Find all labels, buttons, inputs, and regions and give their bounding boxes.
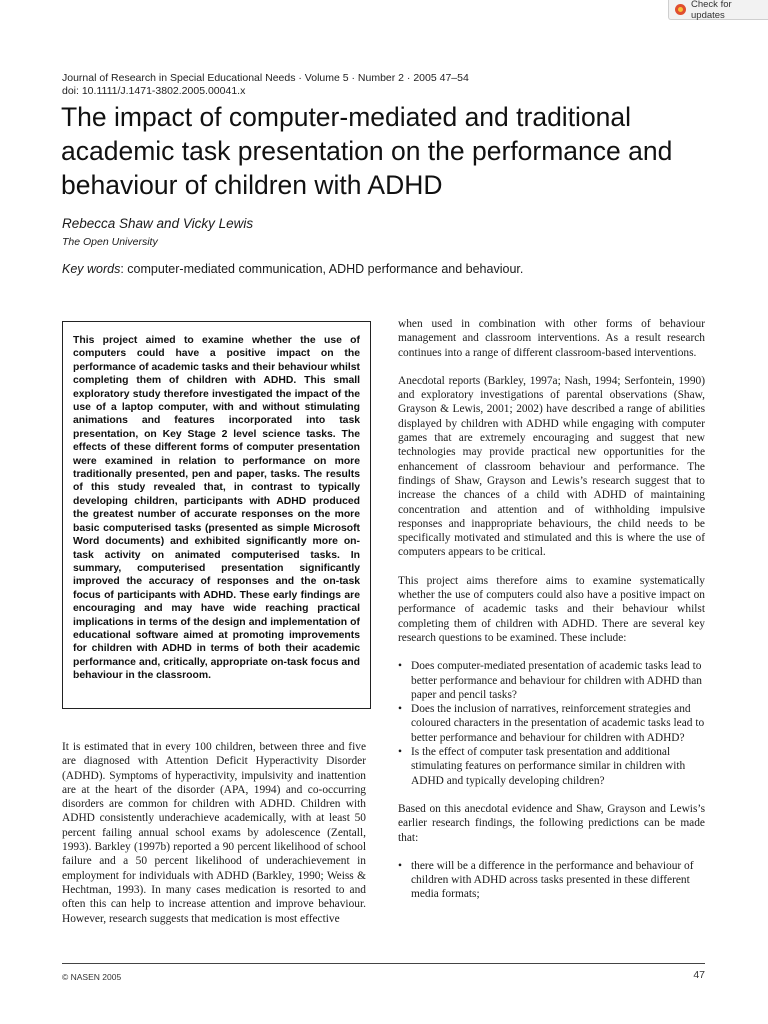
footer-divider	[62, 963, 705, 964]
left-column	[62, 740, 366, 940]
right-column	[398, 317, 705, 916]
crossmark-icon	[675, 4, 686, 15]
body-paragraph: when used in combination with other forms of behaviour management and classroom interventions. As a result research continues into a range of different classroom-based interventions.	[398, 318, 705, 359]
doi: doi: 10.1111/J.1471-3802.2005.00041.x	[62, 85, 246, 97]
list-item: • Does the inclusion of narratives, reinforcement strategies and coloured characters in the presentation of academic tasks lead to better performance and behaviour for children with ADHD?	[398, 702, 705, 745]
body-paragraph: Anecdotal reports (Barkley, 1997a; Nash, 1994; Serfontein, 1990) and exploratory investigations of parental observations (Shaw, Grayson & Lewis, 2001; 2002) have described a range of abilities displayed by children with ADHD while engaging with computer games that are extremely encouraging and suggest that new technologies may provide practical new opportunities for the enhancement of classroom behaviour and performance. The findings of Shaw, Grayson and Lewis’s research suggest that to increase the chances of a child with ADHD of maintaining concentration and attention and of withholding impulsive responses and inappropriate behaviours, the child needs to be specifically motivated and stimulated and this is where the use of computers appears to be critical.	[398, 374, 705, 559]
journal-header	[62, 72, 469, 98]
article-title: The impact of computer-mediated and traditional academic task presentation on the performance and behaviour of children with ADHD	[61, 102, 673, 200]
predictions-list	[398, 859, 705, 902]
keywords-text: : computer-mediated communication, ADHD performance and behaviour.	[120, 262, 524, 276]
copyright: © NASEN 2005	[62, 972, 122, 982]
abstract-text: This project aimed to examine whether the use of computers could have a positive impact on the performance of academic tasks and their behaviour whilst completing them of children with ADHD. This small exploratory study therefore investigated the impact of the use of a laptop computer, with and without stimulating animations and features incorporated into task presentation, on Key Stage 2 level science tasks. The effects of these different forms of computer presentation were examined in relation to performance on more traditionally presented, pen and paper, tasks. The results of this study revealed that, in contrast to typically developing children, participants with ADHD produced the greatest number of accurate responses on the more basic computerised tasks (presented as simple Microsoft Word documents) and exhibited significantly more on-task activity on animated computerised tasks. In summary, computerised presentation significantly improved the accuracy of responses and the on-task focus of participants with ADHD. These early findings are encouraging and may have wide reaching practical implications in terms of the design and implementation of educational software aimed at promoting improvements for children with ADHD in terms of both their academic performance and, critically, appropriate on-task focus and behaviour in the classroom.	[73, 335, 360, 682]
intro-paragraph: It is estimated that in every 100 children, between three and five are diagnosed with Attention Deficit Hyperactivity Disorder (ADHD). Symptoms of hyperactivity, impulsivity and inattention are at the heart of the disorder (APA, 1994) and co-occurring disorders are common for children with ADHD. Children with ADHD consistently underachieve academically, with at least 50 percent failing annual school exams by adolescence (Zentall, 1993). Barkley (1997b) reported a 90 percent likelihood of school failure and a 50 percent likelihood of underachievement in employment for individuals with ADHD (Barkley, 1990; Weiss & Hechtman, 1993). In many cases medication is resorted to and often this can help to increase attention and improve behaviour. However, research suggests that medication is most effective	[62, 741, 366, 925]
check-for-updates-label: Check for updates	[691, 0, 732, 21]
page-number: 47	[693, 969, 705, 981]
research-questions-list	[398, 659, 705, 788]
affiliation: The Open University	[62, 236, 158, 248]
list-item: • there will be a difference in the performance and behaviour of children with ADHD across tasks presented in these different media formats;	[398, 859, 705, 902]
keywords	[62, 262, 523, 276]
list-item: • Does computer-mediated presentation of academic tasks lead to better performance and behaviour for children with ADHD than paper and pencil tasks?	[398, 659, 705, 702]
list-item: • Is the effect of computer task presentation and additional stimulating features on performance similar in children with ADHD and typically developing children?	[398, 745, 705, 788]
body-paragraph: Based on this anecdotal evidence and Shaw, Grayson and Lewis’s earlier research findings, the following predictions can be made that:	[398, 802, 705, 844]
journal-citation: Journal of Research in Special Educational Needs · Volume 5 · Number 2 · 2005 47–54	[62, 72, 469, 84]
keywords-label: Key words	[62, 262, 121, 276]
check-for-updates-button[interactable]	[668, 0, 768, 20]
body-paragraph: This project aims therefore aims to examine systematically whether the use of computers could also have a positive impact on performance of academic tasks and their behaviour whilst completing them of children with ADHD. There are several key research questions to be examined. These include:	[398, 574, 705, 644]
abstract-box	[62, 321, 371, 709]
authors: Rebecca Shaw and Vicky Lewis	[62, 216, 254, 231]
